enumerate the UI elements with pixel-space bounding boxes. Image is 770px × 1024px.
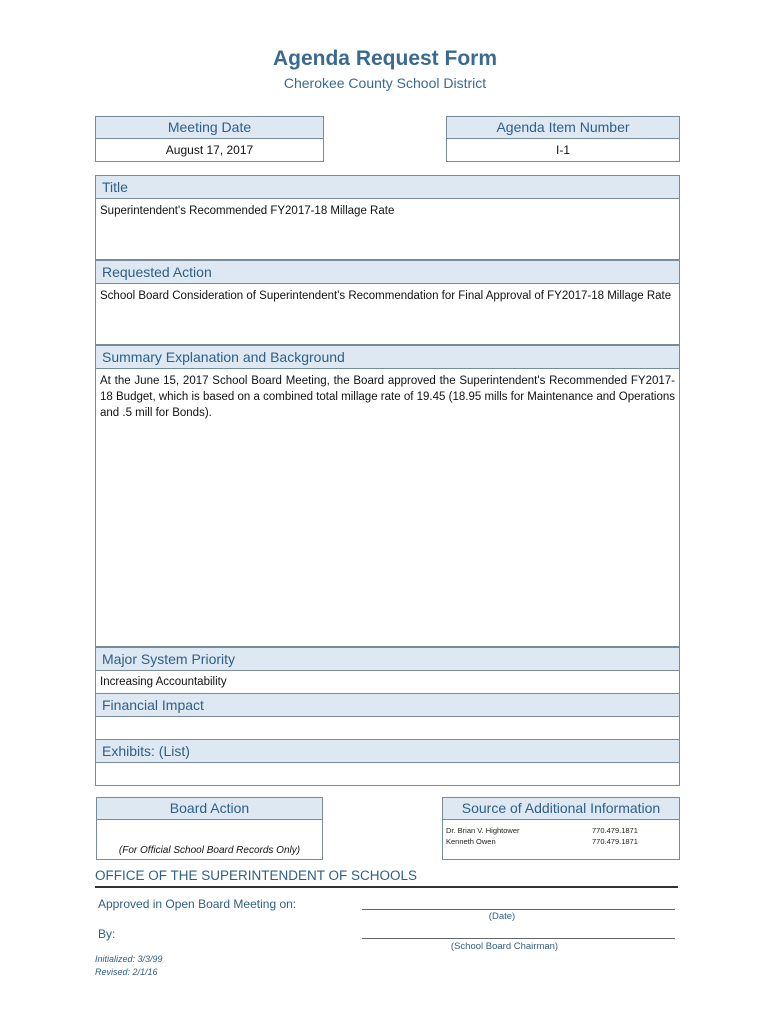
office-heading: OFFICE OF THE SUPERINTENDENT OF SCHOOLS [95,868,418,883]
requested-action-field[interactable]: School Board Consideration of Superintendent's Recommendation for Final Approval of FY2017-18 Millage Rate [95,284,680,345]
summary-label: Summary Explanation and Background [95,345,680,369]
exhibits-section [95,739,680,786]
financial-section [95,693,680,740]
form-title: Agenda Request Form [272,47,498,70]
source-info-box [442,820,680,860]
contact-name: Dr. Brian V. Hightower [446,826,520,835]
board-action-note: (For Official School Board Records Only) [118,845,301,856]
exhibits-field[interactable] [95,763,680,786]
title-field[interactable]: Superintendent's Recommended FY2017-18 Millage Rate [95,199,680,260]
board-action-box[interactable] [96,820,323,860]
by-label: By: [98,927,116,941]
board-action-label: Board Action [96,797,323,820]
district-name: Cherokee County School District [283,75,487,91]
summary-field[interactable]: At the June 15, 2017 School Board Meeting, the Board approved the Superintendent's Recommended FY2017-18 Budget, which is based on a combined total millage rate of 19.45 (18.95 mills for Maintenance and Operations and .5 mill for Bonds). [95,369,680,647]
requested-action-label: Requested Action [95,260,680,284]
priority-label: Major System Priority [95,647,680,671]
requested-action-section [95,260,680,345]
agenda-item-field[interactable]: I-1 [446,139,680,162]
title-section [95,175,680,260]
meeting-date-field[interactable]: August 17, 2017 [95,139,324,162]
priority-field[interactable]: Increasing Accountability [95,671,680,694]
summary-section [95,345,680,647]
heading-divider [95,886,678,888]
meeting-date-label: Meeting Date [95,116,324,139]
financial-label: Financial Impact [95,693,680,717]
revised-date: Revised: 2/1/16 [95,967,158,977]
approved-label: Approved in Open Board Meeting on: [98,897,297,911]
chairman-signature-line[interactable] [362,938,675,939]
financial-field[interactable] [95,717,680,740]
contact-phone: 770.479.1871 [592,826,638,835]
chairman-caption: (School Board Chairman) [450,941,559,952]
date-signature-line[interactable] [362,909,675,910]
title-label: Title [95,175,680,199]
initialized-date: Initialized: 3/3/99 [95,954,163,964]
agenda-item-label: Agenda Item Number [446,116,680,139]
date-caption: (Date) [488,911,516,922]
exhibits-label: Exhibits: (List) [95,739,680,763]
contact-name: Kenneth Owen [446,837,496,846]
contact-phone: 770.479.1871 [592,837,638,846]
source-info-label: Source of Additional Information [442,797,680,820]
priority-section [95,647,680,694]
